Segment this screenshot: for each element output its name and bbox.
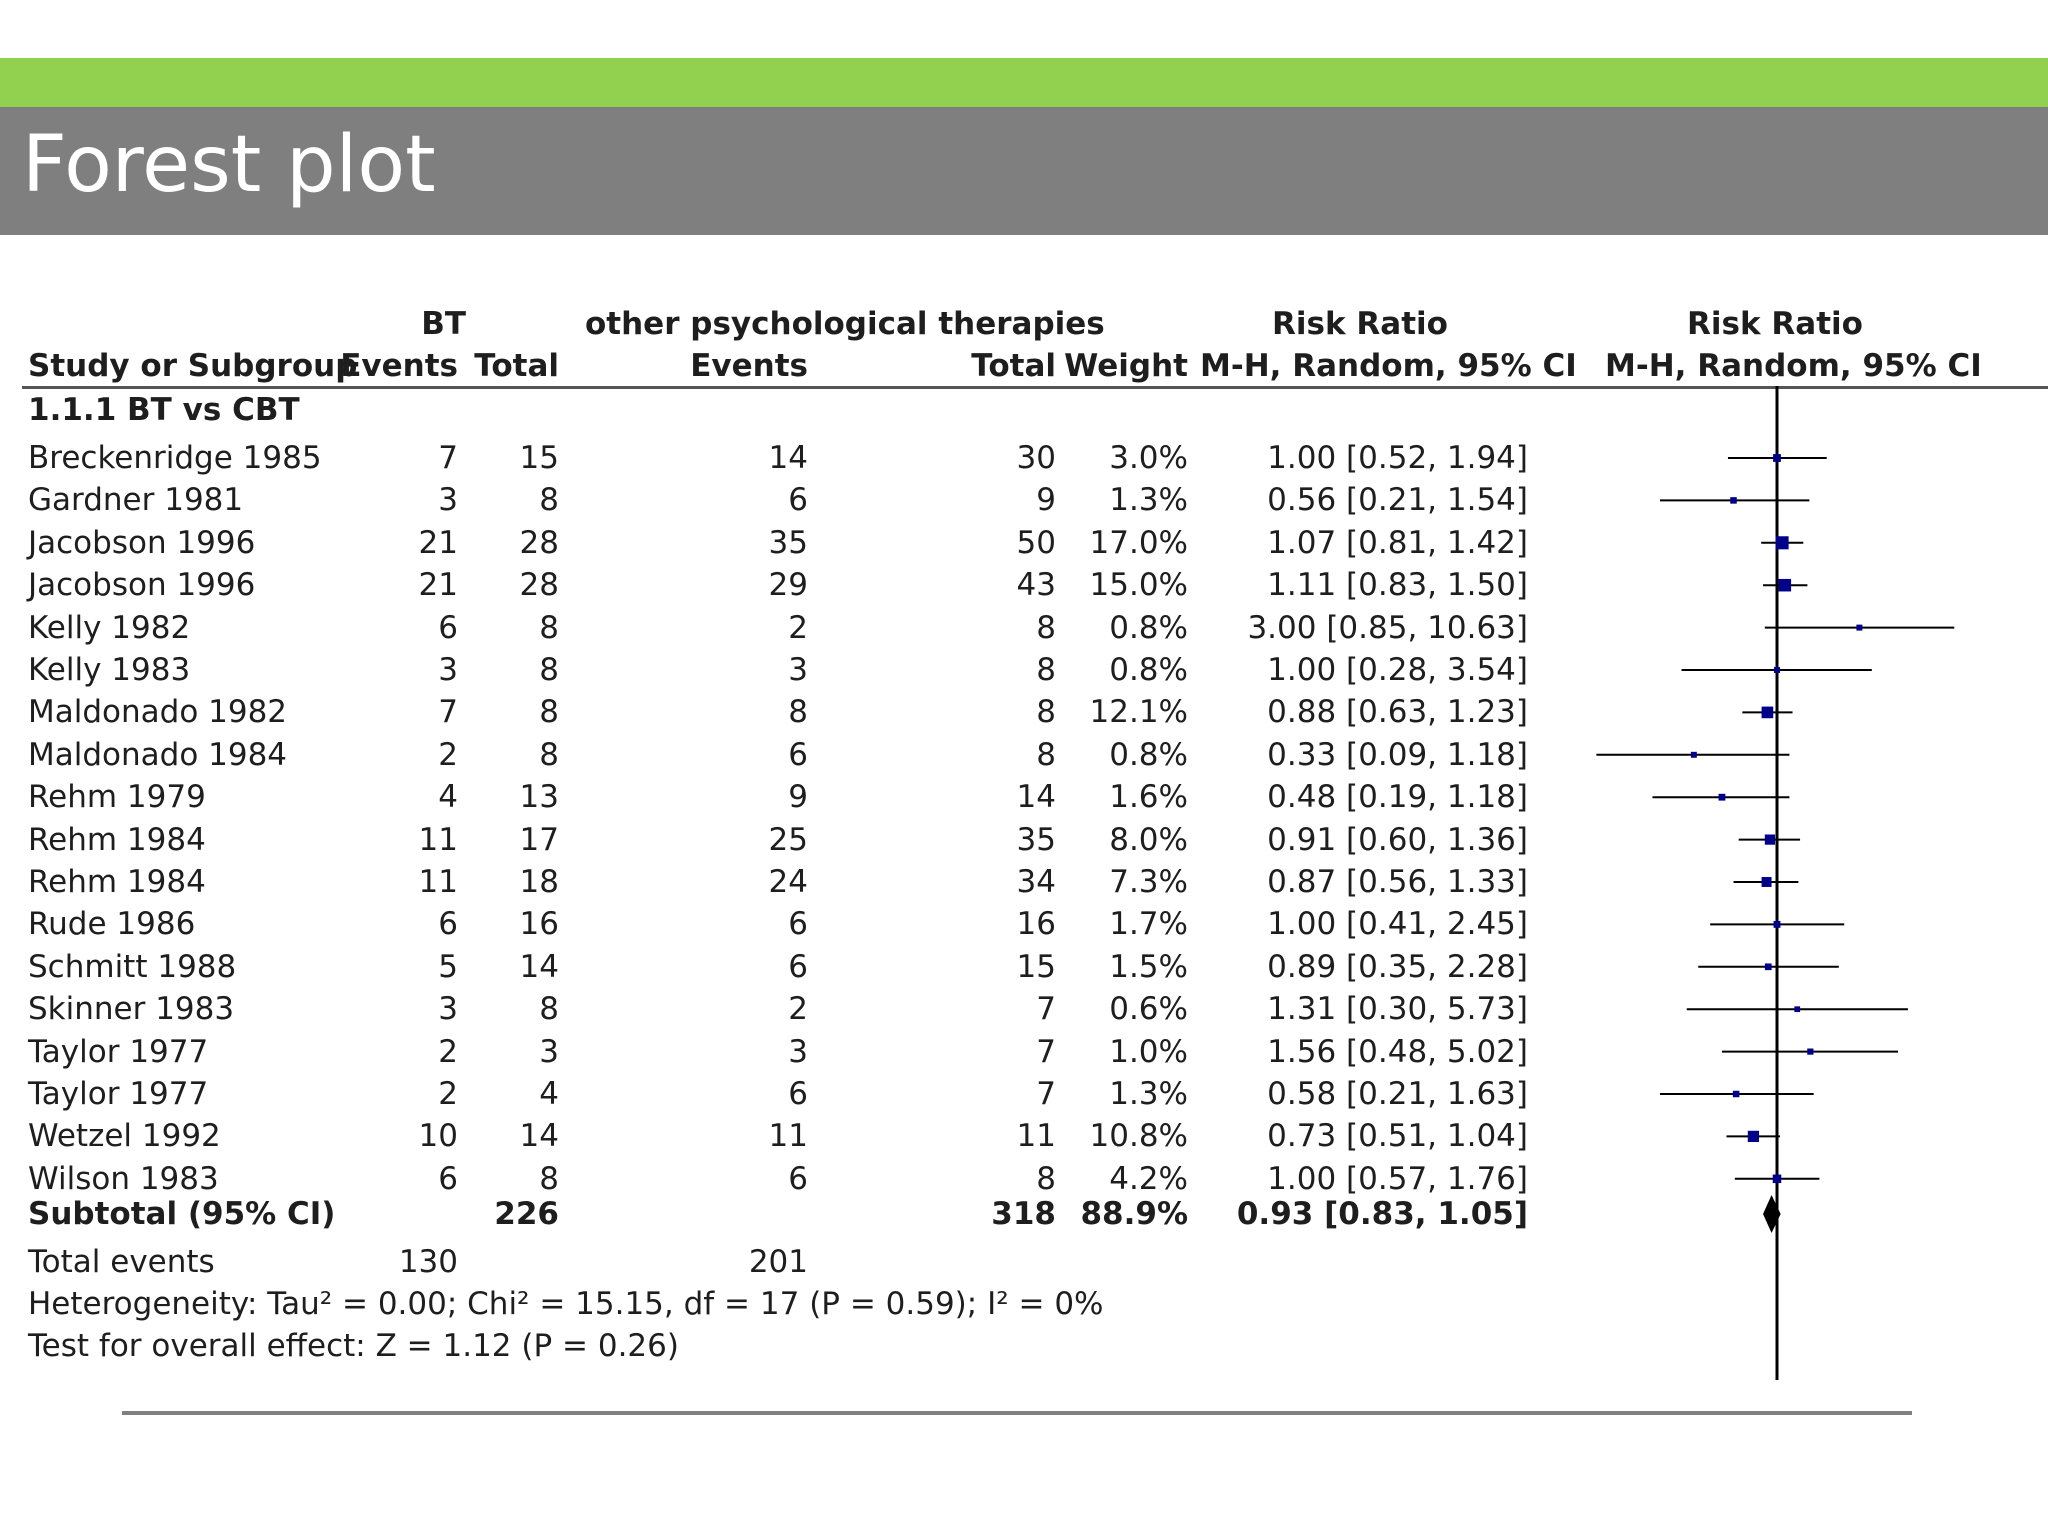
study-name: Breckenridge 1985 — [28, 440, 322, 476]
other-total: 7 — [1036, 1033, 1056, 1070]
bt-events: 11 — [418, 821, 458, 858]
bt-total: 14 — [519, 1118, 559, 1155]
study-header: Study or Subgroup — [28, 348, 358, 384]
other-events: 6 — [788, 906, 808, 943]
other-events: 29 — [768, 567, 808, 604]
rr-header-left: Risk Ratio — [1272, 306, 1448, 342]
study-name: Taylor 1977 — [28, 1033, 209, 1070]
total-events-bt: 130 — [398, 1244, 458, 1280]
subtotal-other-total: 318 — [991, 1196, 1056, 1232]
risk-ratio-ci: 1.00 [0.28, 3.54] — [1267, 652, 1528, 688]
study-name: Kelly 1983 — [28, 652, 191, 688]
weight: 1.3% — [1109, 482, 1188, 519]
point-estimate — [1733, 1091, 1740, 1098]
weight: 0.8% — [1109, 736, 1188, 773]
other-total: 8 — [1036, 652, 1056, 688]
weight: 1.5% — [1109, 948, 1188, 985]
other-events: 6 — [788, 948, 808, 985]
other-total: 43 — [1016, 567, 1056, 604]
risk-ratio-ci: 3.00 [0.85, 10.63] — [1247, 609, 1528, 646]
other-events: 35 — [768, 524, 808, 561]
study-name: Rude 1986 — [28, 906, 196, 943]
subtotal-label: Subtotal (95% CI) — [28, 1196, 336, 1232]
bt-total: 8 — [539, 652, 559, 688]
study-name: Rehm 1979 — [28, 779, 206, 816]
risk-ratio-ci: 0.58 [0.21, 1.63] — [1267, 1076, 1528, 1112]
other-total: 50 — [1016, 524, 1056, 561]
point-estimate — [1774, 921, 1781, 928]
bt-total: 13 — [519, 779, 559, 816]
risk-ratio-ci: 1.11 [0.83, 1.50] — [1267, 567, 1528, 604]
risk-ratio-ci: 1.07 [0.81, 1.42] — [1267, 524, 1528, 561]
other-total: 8 — [1036, 1160, 1056, 1197]
study-name: Skinner 1983 — [28, 991, 235, 1028]
bt-total: 15 — [519, 440, 559, 476]
study-name: Maldonado 1982 — [28, 694, 288, 731]
point-estimate — [1773, 454, 1781, 462]
other-events-header: Events — [690, 348, 808, 384]
method-header-right: M-H, Random, 95% CI — [1605, 348, 1982, 384]
weight: 12.1% — [1089, 694, 1188, 731]
risk-ratio-ci: 0.87 [0.56, 1.33] — [1267, 864, 1528, 900]
subtotal-weight: 88.9% — [1080, 1196, 1188, 1232]
other-header: other psychological therapies — [585, 306, 1105, 342]
other-events: 8 — [788, 694, 808, 731]
point-estimate — [1765, 963, 1772, 970]
bt-events: 3 — [438, 482, 458, 519]
point-estimate — [1779, 579, 1792, 592]
bt-total: 18 — [519, 864, 559, 900]
other-total: 8 — [1036, 694, 1056, 731]
other-total: 8 — [1036, 736, 1056, 773]
other-total-header: Total — [971, 348, 1056, 384]
weight-header: Weight — [1064, 348, 1188, 384]
subtotal-ci: 0.93 [0.83, 1.05] — [1236, 1196, 1528, 1232]
bt-events-header: Events — [340, 348, 458, 384]
point-estimate — [1807, 1049, 1813, 1055]
bt-total: 8 — [539, 991, 559, 1028]
other-events: 2 — [788, 991, 808, 1028]
other-events: 2 — [788, 609, 808, 646]
bt-total: 8 — [539, 694, 559, 731]
point-estimate — [1773, 1175, 1782, 1184]
study-name: Maldonado 1984 — [28, 736, 288, 773]
risk-ratio-ci: 0.33 [0.09, 1.18] — [1267, 736, 1528, 773]
risk-ratio-ci: 0.88 [0.63, 1.23] — [1267, 694, 1528, 731]
bt-events: 5 — [438, 948, 458, 985]
bt-events: 3 — [438, 652, 458, 688]
point-estimate — [1774, 667, 1780, 673]
study-name: Taylor 1977 — [28, 1076, 209, 1112]
point-estimate — [1776, 536, 1789, 549]
other-total: 8 — [1036, 609, 1056, 646]
other-total: 7 — [1036, 991, 1056, 1028]
weight: 1.7% — [1109, 906, 1188, 943]
risk-ratio-ci: 0.73 [0.51, 1.04] — [1267, 1118, 1528, 1155]
weight: 7.3% — [1109, 864, 1188, 900]
other-events: 3 — [788, 1033, 808, 1070]
risk-ratio-ci: 1.00 [0.52, 1.94] — [1267, 440, 1528, 476]
bt-events: 7 — [438, 440, 458, 476]
bt-events: 21 — [418, 567, 458, 604]
study-name: Rehm 1984 — [28, 821, 206, 858]
weight: 1.6% — [1109, 779, 1188, 816]
point-estimate — [1762, 707, 1774, 719]
bt-events: 2 — [438, 1033, 458, 1070]
total-events-label: Total events — [28, 1244, 215, 1280]
bt-total: 14 — [519, 948, 559, 985]
other-events: 14 — [768, 440, 808, 476]
bt-header: BT — [421, 306, 466, 342]
weight: 4.2% — [1109, 1160, 1188, 1197]
study-name: Wetzel 1992 — [28, 1118, 221, 1155]
point-estimate — [1730, 497, 1737, 504]
weight: 0.8% — [1109, 609, 1188, 646]
bottom-rule — [122, 1411, 1912, 1415]
bt-total: 8 — [539, 1160, 559, 1197]
bt-total: 4 — [539, 1076, 559, 1112]
weight: 0.6% — [1109, 991, 1188, 1028]
weight: 17.0% — [1089, 524, 1188, 561]
other-total: 16 — [1016, 906, 1056, 943]
bt-total: 8 — [539, 609, 559, 646]
study-name: Wilson 1983 — [28, 1160, 219, 1197]
bt-events: 7 — [438, 694, 458, 731]
risk-ratio-ci: 0.48 [0.19, 1.18] — [1267, 779, 1528, 816]
study-name: Jacobson 1996 — [28, 524, 256, 561]
other-total: 14 — [1016, 779, 1056, 816]
study-name: Kelly 1982 — [28, 609, 191, 646]
bt-events: 6 — [438, 1160, 458, 1197]
study-name: Schmitt 1988 — [28, 948, 237, 985]
bt-total: 28 — [519, 524, 559, 561]
other-total: 30 — [1016, 440, 1056, 476]
other-events: 24 — [768, 864, 808, 900]
other-events: 9 — [788, 779, 808, 816]
other-total: 7 — [1036, 1076, 1056, 1112]
subtotal-bt-total: 226 — [494, 1196, 559, 1232]
bt-events: 3 — [438, 991, 458, 1028]
heterogeneity-text: Heterogeneity: Tau² = 0.00; Chi² = 15.15, df = 17 (P = 0.59); I² = 0% — [28, 1286, 1104, 1322]
risk-ratio-ci: 1.31 [0.30, 5.73] — [1267, 991, 1528, 1028]
bt-total: 8 — [539, 736, 559, 773]
bt-total: 17 — [519, 821, 559, 858]
weight: 1.3% — [1109, 1076, 1188, 1112]
risk-ratio-ci: 1.00 [0.41, 2.45] — [1267, 906, 1528, 943]
other-events: 25 — [768, 821, 808, 858]
point-estimate — [1691, 752, 1697, 758]
slide-title: Forest plot — [22, 120, 436, 210]
bt-events: 2 — [438, 736, 458, 773]
point-estimate — [1794, 1006, 1800, 1012]
other-total: 34 — [1016, 864, 1056, 900]
weight: 3.0% — [1109, 440, 1188, 476]
risk-ratio-ci: 1.56 [0.48, 5.02] — [1267, 1033, 1528, 1070]
total-events-other: 201 — [748, 1244, 808, 1280]
bt-total: 28 — [519, 567, 559, 604]
other-events: 3 — [788, 652, 808, 688]
other-total: 11 — [1016, 1118, 1056, 1155]
rr-header-right: Risk Ratio — [1687, 306, 1863, 342]
other-events: 6 — [788, 482, 808, 519]
study-name: Rehm 1984 — [28, 864, 206, 900]
subgroup-label: 1.1.1 BT vs CBT — [28, 392, 300, 428]
bt-events: 4 — [438, 779, 458, 816]
bt-events: 11 — [418, 864, 458, 900]
study-name: Gardner 1981 — [28, 482, 244, 519]
bt-total: 3 — [539, 1033, 559, 1070]
weight: 10.8% — [1089, 1118, 1188, 1155]
risk-ratio-ci: 0.56 [0.21, 1.54] — [1267, 482, 1528, 519]
point-estimate — [1719, 794, 1726, 801]
bt-events: 6 — [438, 609, 458, 646]
bt-total-header: Total — [474, 348, 559, 384]
other-events: 6 — [788, 736, 808, 773]
bt-total: 8 — [539, 482, 559, 519]
bt-events: 21 — [418, 524, 458, 561]
other-events: 6 — [788, 1160, 808, 1197]
risk-ratio-ci: 0.89 [0.35, 2.28] — [1267, 948, 1528, 985]
bt-events: 2 — [438, 1076, 458, 1112]
other-events: 11 — [768, 1118, 808, 1155]
bt-events: 10 — [418, 1118, 458, 1155]
other-events: 6 — [788, 1076, 808, 1112]
weight: 15.0% — [1089, 567, 1188, 604]
point-estimate — [1765, 834, 1775, 844]
bt-total: 16 — [519, 906, 559, 943]
risk-ratio-ci: 0.91 [0.60, 1.36] — [1267, 821, 1528, 858]
other-total: 15 — [1016, 948, 1056, 985]
study-name: Jacobson 1996 — [28, 567, 256, 604]
weight: 1.0% — [1109, 1033, 1188, 1070]
weight: 0.8% — [1109, 652, 1188, 688]
weight: 8.0% — [1109, 821, 1188, 858]
method-header-left: M-H, Random, 95% CI — [1200, 348, 1577, 384]
overall-effect-text: Test for overall effect: Z = 1.12 (P = 0.26) — [28, 1328, 679, 1364]
point-estimate — [1748, 1131, 1759, 1142]
point-estimate — [1762, 877, 1772, 887]
point-estimate — [1856, 625, 1862, 631]
other-total: 35 — [1016, 821, 1056, 858]
bt-events: 6 — [438, 906, 458, 943]
risk-ratio-ci: 1.00 [0.57, 1.76] — [1267, 1160, 1528, 1197]
other-total: 9 — [1036, 482, 1056, 519]
